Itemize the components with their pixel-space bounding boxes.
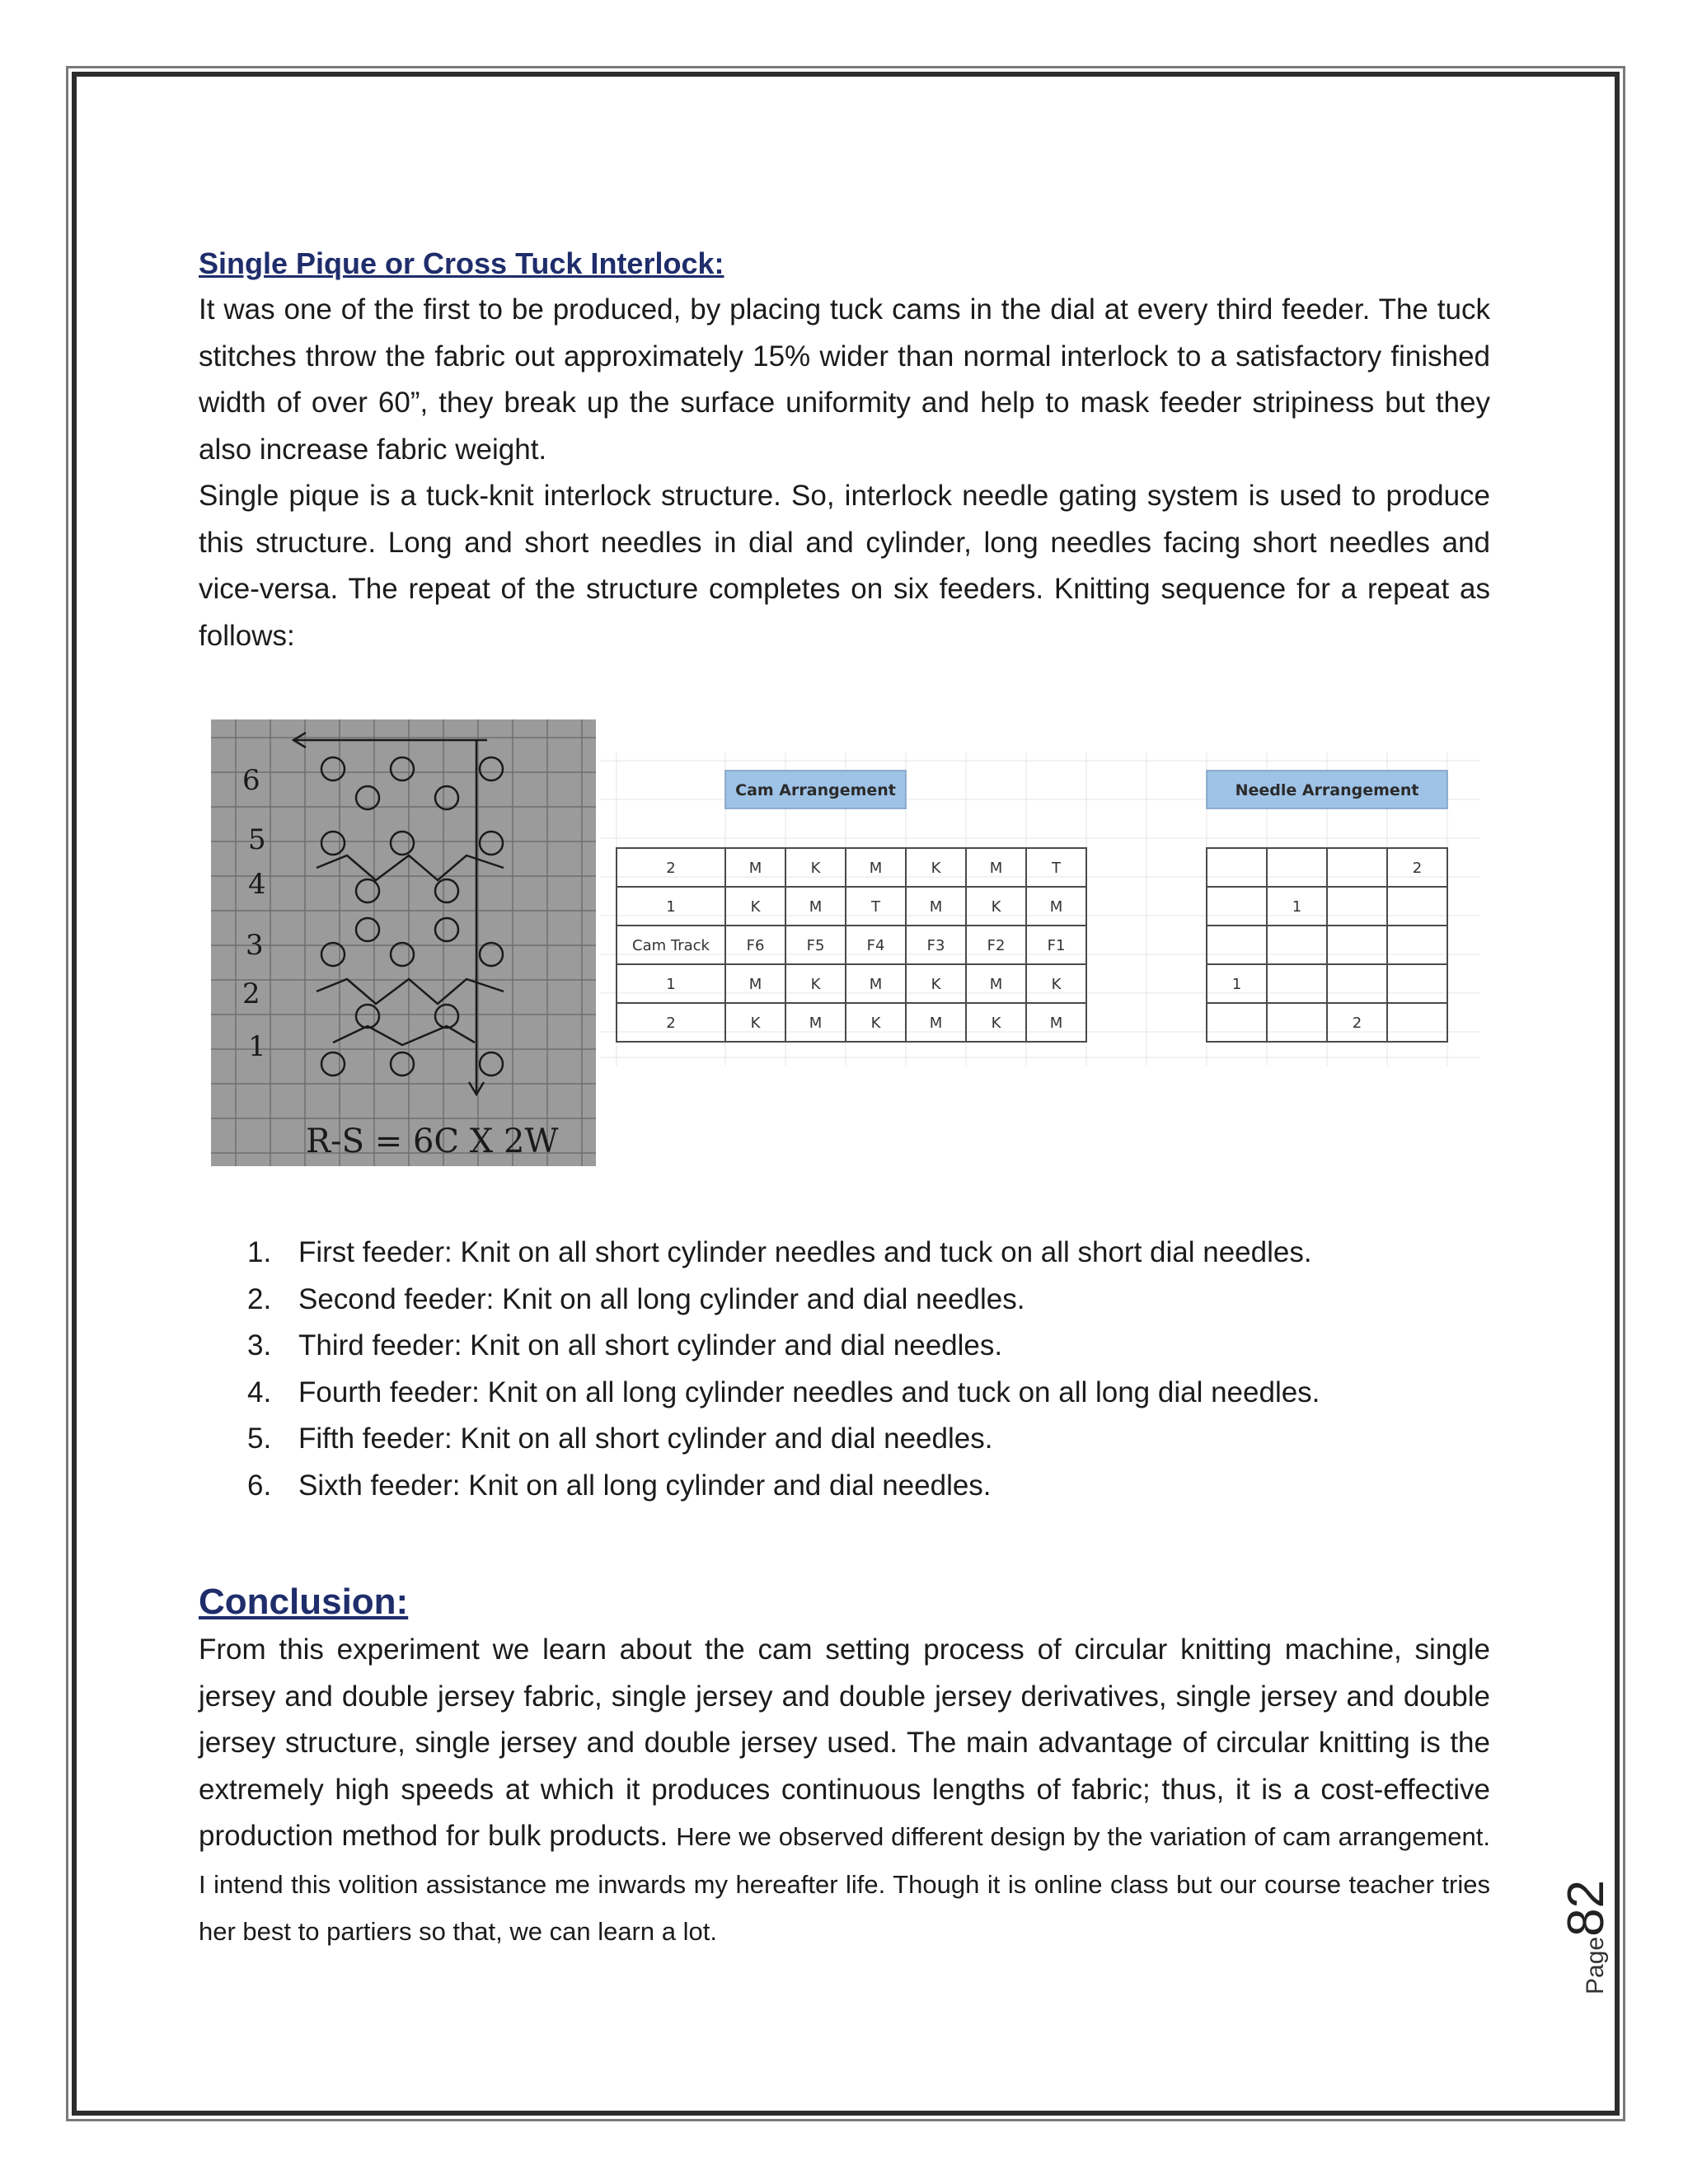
- cam-cell: K: [991, 1015, 1001, 1032]
- cam-cell: 2: [666, 860, 676, 877]
- paragraph-intro: It was one of the first to be produced, by placing tuck cams in the dial at every third feeder. The tuck stitches throw the fabric out approximately 15% wider than normal interlock to a satisfactory finished width of over 60”, they break up the surface uniformity and help to mask feeder stripiness but they also increase fabric weight.: [199, 293, 1490, 466]
- cam-cell: F3: [926, 937, 945, 954]
- cam-cell: F6: [746, 937, 765, 954]
- feeder-sequence-list: [247, 1230, 1484, 1509]
- cam-cell: M: [989, 976, 1003, 993]
- cam-cell: K: [750, 898, 761, 916]
- needle-cell: 2: [1412, 860, 1423, 877]
- cam-cell: 2: [666, 1015, 676, 1032]
- cam-cell: M: [929, 1015, 943, 1032]
- cam-cell: M: [869, 860, 883, 877]
- cam-cell: M: [809, 898, 823, 916]
- cam-cell: F5: [806, 937, 825, 954]
- section-single-pique: [199, 241, 1490, 659]
- cam-cell: M: [748, 860, 762, 877]
- cam-cell: M: [809, 1015, 823, 1032]
- cam-cell: 1: [666, 898, 676, 916]
- list-number: 3.: [247, 1329, 272, 1361]
- list-number: 6.: [247, 1469, 272, 1502]
- sketch-row-label: 5: [248, 823, 266, 856]
- page-digits: 82: [1558, 1879, 1615, 1937]
- cam-table-cells: [632, 860, 1065, 1032]
- sketch-caption: R-S = 6C X 2W: [306, 1122, 559, 1160]
- sketch-row-label: 6: [242, 764, 260, 797]
- list-item: [247, 1230, 1484, 1277]
- cam-cell: K: [870, 1015, 881, 1032]
- cam-cell: K: [991, 898, 1001, 916]
- sketch-row-label: 3: [246, 929, 264, 962]
- needle-cell: 1: [1292, 898, 1302, 916]
- cam-cell: K: [810, 860, 821, 877]
- list-item: [247, 1370, 1484, 1417]
- cam-cell: K: [810, 976, 821, 993]
- page-number: [1558, 1854, 1615, 1994]
- cam-cell: M: [1049, 898, 1063, 916]
- cam-cell: F2: [987, 937, 1006, 954]
- notation-sketch: [211, 719, 596, 1166]
- cam-cell: F4: [866, 937, 885, 954]
- cam-cell: F1: [1047, 937, 1066, 954]
- conclusion-paragraph: [199, 1627, 1490, 1956]
- list-number: 5.: [247, 1422, 272, 1455]
- cam-cell: M: [869, 976, 883, 993]
- list-text: Third feeder: Knit on all short cylinder and dial needles.: [298, 1329, 1003, 1361]
- list-text: First feeder: Knit on all short cylinder needles and tuck on all short dial needles.: [298, 1236, 1312, 1268]
- sketch-row-label: 2: [242, 977, 260, 1010]
- cam-cell: K: [931, 860, 941, 877]
- list-text: Fifth feeder: Knit on all short cylinder and dial needles.: [298, 1422, 993, 1455]
- needle-cell: 2: [1352, 1015, 1362, 1032]
- list-text: Fourth feeder: Knit on all long cylinder needles and tuck on all long dial needles.: [298, 1376, 1320, 1408]
- cam-cell: K: [1051, 976, 1062, 993]
- sketch-row-label: 1: [248, 1030, 266, 1063]
- cam-cell: M: [748, 976, 762, 993]
- cam-cell: M: [989, 860, 1003, 877]
- cam-cell: M: [1049, 1015, 1063, 1032]
- list-number: 1.: [247, 1236, 272, 1268]
- list-number: 4.: [247, 1376, 272, 1408]
- list-item: [247, 1277, 1484, 1324]
- section-title: Single Pique or Cross Tuck Interlock:: [199, 246, 724, 280]
- needle-table-header: Needle Arrangement: [1235, 781, 1419, 799]
- paragraph-structure: Single pique is a tuck-knit interlock structure. So, interlock needle gating system is used to produce this structure. Long and short needles in dial and cylinder, long needles facing short needles and vice-versa. The repeat of the structure completes on six feeders. Knitting sequence for a repeat as follows:: [199, 480, 1490, 652]
- conclusion-section: [199, 1577, 1490, 1956]
- cam-cell: K: [931, 976, 941, 993]
- cam-cell: T: [1052, 860, 1061, 877]
- conclusion-text-small: Here we observed different design by the variation of cam arrangement. I intend this volition assistance me inwards my hereafter life. Though it is online class but our course teacher tries her best to partiers so that, we can learn a lot.: [199, 1822, 1490, 1946]
- cam-table-header: Cam Arrangement: [735, 781, 896, 799]
- cam-cell: M: [929, 898, 943, 916]
- cam-cell: Cam Track: [632, 937, 710, 954]
- list-item: [247, 1323, 1484, 1370]
- list-number: 2.: [247, 1282, 272, 1315]
- page-word: Page: [1582, 1936, 1609, 1994]
- conclusion-title: Conclusion:: [199, 1582, 409, 1622]
- list-item: [247, 1416, 1484, 1463]
- cam-cell: K: [750, 1015, 761, 1032]
- sketch-row-label: 4: [248, 868, 266, 901]
- arrangement-tables: [600, 752, 1480, 1066]
- cam-cell: T: [871, 898, 880, 916]
- conclusion-text-main: From this experiment we learn about the cam setting process of circular knitting machine, single jersey and double jersey fabric, single jersey and double jersey derivatives, single jersey and double jersey structure, single jersey and double jersey used. The main advantage of circular knitting is the extremely high speeds at which it produces continuous lengths of fabric; thus, it is a cost-effective production method for bulk products.: [199, 1633, 1490, 1852]
- figure-row: [211, 719, 1480, 1166]
- cam-cell: 1: [666, 976, 676, 993]
- needle-cell: 1: [1231, 976, 1242, 993]
- list-item: [247, 1463, 1484, 1510]
- list-text: Sixth feeder: Knit on all long cylinder and dial needles.: [298, 1469, 992, 1502]
- list-text: Second feeder: Knit on all long cylinder and dial needles.: [298, 1282, 1025, 1315]
